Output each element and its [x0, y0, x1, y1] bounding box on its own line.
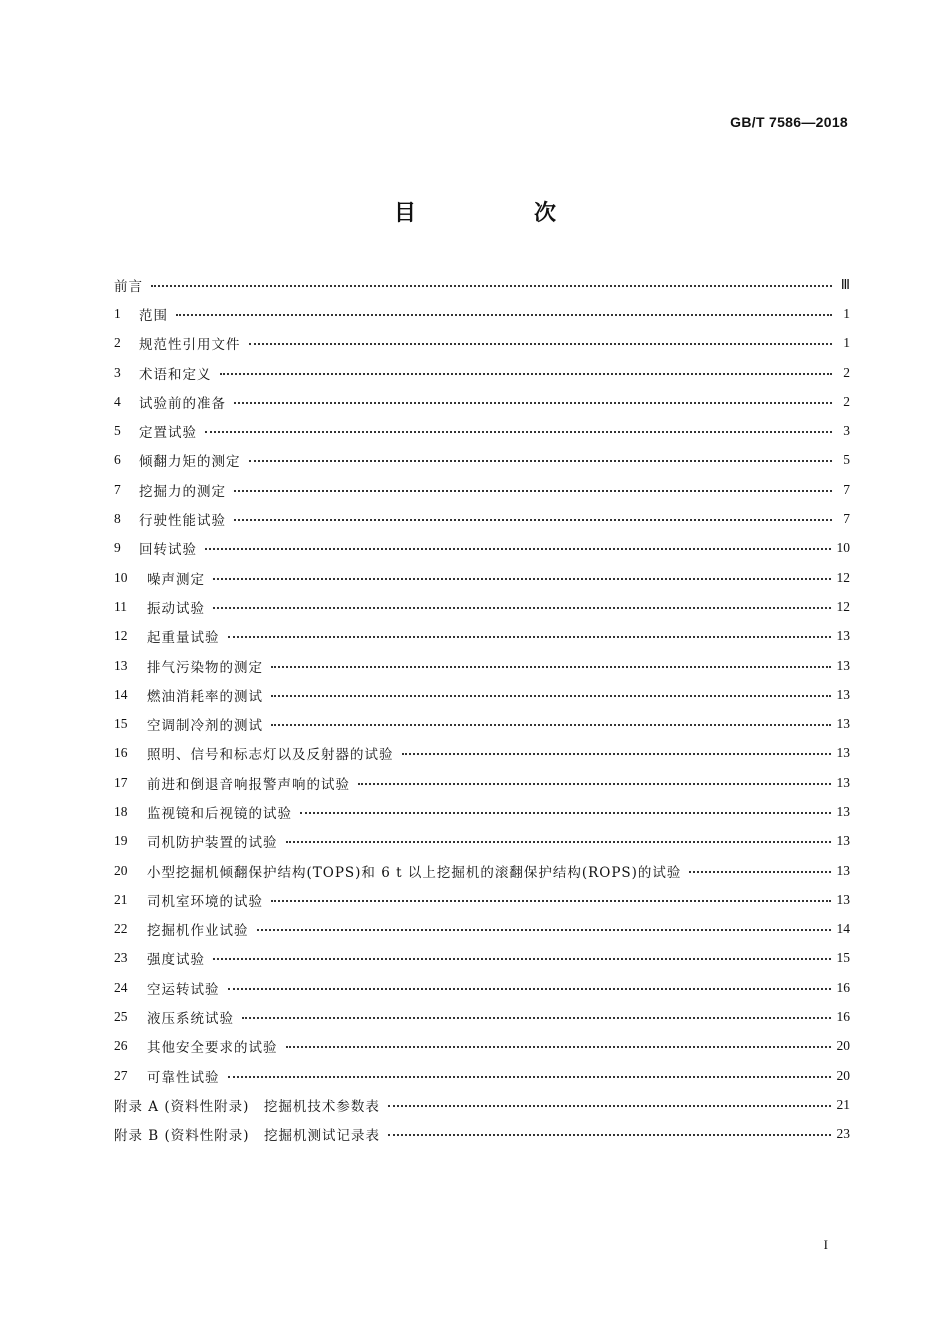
toc-entry[interactable]	[114, 915, 850, 944]
toc-entry[interactable]	[114, 387, 850, 416]
toc-entry[interactable]	[114, 358, 850, 387]
toc-entry-number: 25	[114, 1009, 128, 1025]
toc-entry-page: 20	[836, 1067, 850, 1083]
toc-entry-page: 20	[836, 1038, 850, 1054]
toc-entry-label: 液压系统试验	[147, 1011, 234, 1028]
toc-entry[interactable]	[114, 856, 850, 885]
toc-entry[interactable]	[114, 651, 850, 680]
toc-entry-page: 16	[836, 1009, 850, 1025]
toc-entry[interactable]	[114, 797, 850, 826]
toc-entry-label: 照明、信号和标志灯以及反射器的试验	[147, 747, 394, 764]
toc-leader-dots	[271, 660, 831, 668]
toc-entry-page: 2	[843, 393, 850, 409]
toc-leader-dots	[234, 513, 832, 521]
toc-entry-number: 26	[114, 1038, 128, 1054]
toc-entry[interactable]	[114, 944, 850, 973]
page-title: 目 次	[393, 201, 604, 226]
toc-entry-label: 其他安全要求的试验	[147, 1040, 278, 1057]
toc-leader-dots	[249, 454, 833, 462]
toc-entry-label: 倾翻力矩的测定	[139, 454, 241, 471]
toc-leader-dots	[249, 337, 833, 345]
toc-entry-number: 12	[114, 628, 128, 644]
toc-entry-label: 排气污染物的测定	[147, 659, 263, 676]
toc-entry-number: 2	[114, 335, 121, 351]
toc-entry-page: 13	[836, 686, 850, 702]
toc-entry-page: 5	[843, 452, 850, 468]
toc-entry[interactable]	[114, 592, 850, 621]
toc-entry-number: 14	[114, 686, 128, 702]
toc-leader-dots	[286, 1040, 831, 1048]
toc-entry[interactable]	[114, 299, 850, 328]
toc-entry-page: 3	[843, 423, 850, 439]
toc-entry-number: 10	[114, 569, 128, 585]
toc-entry-number: 20	[114, 862, 128, 878]
toc-leader-dots	[358, 777, 831, 785]
toc-entry-page: 13	[836, 657, 850, 673]
toc-entry-label: 振动试验	[147, 600, 205, 617]
toc-leader-dots	[286, 835, 831, 843]
toc-leader-dots	[205, 425, 832, 433]
standard-code: GB/T 7586—2018	[730, 114, 848, 130]
toc-entry-label: 规范性引用文件	[139, 337, 241, 354]
toc-leader-dots	[402, 747, 831, 755]
toc-entry-page: 7	[843, 481, 850, 497]
toc-entry-label: 空运转试验	[147, 981, 220, 998]
toc-entry-page: 13	[836, 745, 850, 761]
toc-leader-dots	[228, 1070, 831, 1078]
toc-leader-dots	[213, 572, 831, 580]
toc-leader-dots	[213, 952, 831, 960]
toc-entry[interactable]	[114, 475, 850, 504]
toc-entry-number: 9	[114, 540, 121, 556]
toc-entry-number: 8	[114, 511, 121, 527]
toc-entry-page: 16	[836, 979, 850, 995]
toc-entry-number: 19	[114, 833, 128, 849]
toc-entry-label: 试验前的准备	[139, 395, 226, 412]
toc-leader-dots	[300, 806, 831, 814]
toc-entry-page: Ⅲ	[840, 276, 850, 292]
toc-entry-label: 小型挖掘机倾翻保护结构(TOPS)和 6 t 以上挖掘机的滚翻保护结构(ROPS)的试验	[147, 864, 682, 881]
toc-entry[interactable]	[114, 1061, 850, 1090]
toc-entry-label: 回转试验	[139, 542, 197, 559]
toc-leader-dots	[234, 484, 832, 492]
toc-entry-number: 15	[114, 716, 128, 732]
toc-entry-label: 前言	[114, 278, 143, 295]
toc-entry[interactable]	[114, 1120, 850, 1149]
toc-entry-page: 13	[836, 862, 850, 878]
toc-entry-label: 起重量试验	[147, 630, 220, 647]
toc-entry-page: 7	[843, 511, 850, 527]
toc-leader-dots	[388, 1128, 830, 1136]
toc-entry-label: 附录 B (资料性附录) 挖掘机测试记录表	[114, 1128, 381, 1145]
toc-entry-label: 可靠性试验	[147, 1069, 220, 1086]
toc-entry-number: 11	[114, 598, 127, 614]
toc-entry-page: 13	[836, 803, 850, 819]
toc-entry-page: 13	[836, 833, 850, 849]
toc-entry-number: 23	[114, 950, 128, 966]
toc-entry-label: 司机室环境的试验	[147, 893, 263, 910]
toc-entry[interactable]	[114, 534, 850, 563]
toc-leader-dots	[228, 982, 831, 990]
toc-entry-number: 17	[114, 774, 128, 790]
toc-leader-dots	[213, 601, 831, 609]
toc-entry[interactable]	[114, 1002, 850, 1031]
toc-entry-number: 1	[114, 305, 121, 321]
toc-entry-page: 21	[836, 1096, 850, 1112]
toc-entry-page: 13	[836, 774, 850, 790]
toc-entry-label: 行驶性能试验	[139, 513, 226, 530]
toc-entry[interactable]	[114, 739, 850, 768]
toc-entry-page: 1	[843, 305, 850, 321]
toc-leader-dots	[271, 718, 831, 726]
toc-entry-number: 6	[114, 452, 121, 468]
toc-leader-dots	[234, 396, 832, 404]
toc-entry-label: 强度试验	[147, 952, 205, 969]
toc-entry-number: 24	[114, 979, 128, 995]
toc-entry-number: 22	[114, 921, 128, 937]
toc-entry-label: 噪声测定	[147, 571, 205, 588]
toc-leader-dots	[257, 923, 831, 931]
toc-entry[interactable]	[114, 827, 850, 856]
toc-entry-number: 18	[114, 803, 128, 819]
toc-entry-label: 空调制冷剂的测试	[147, 718, 263, 735]
toc-entry-page: 13	[836, 716, 850, 732]
toc-entry-label: 燃油消耗率的测试	[147, 688, 263, 705]
toc-entry-page: 13	[836, 628, 850, 644]
table-of-contents	[114, 270, 850, 1149]
toc-entry-number: 27	[114, 1067, 128, 1083]
toc-entry[interactable]	[114, 1090, 850, 1119]
toc-entry-number: 5	[114, 423, 121, 439]
toc-entry[interactable]	[114, 1032, 850, 1061]
toc-entry-number: 21	[114, 891, 128, 907]
toc-entry-page: 23	[836, 1126, 850, 1142]
toc-entry-page: 12	[836, 569, 850, 585]
toc-entry[interactable]	[114, 885, 850, 914]
toc-entry-number: 4	[114, 393, 121, 409]
toc-leader-dots	[242, 1011, 831, 1019]
toc-entry[interactable]	[114, 563, 850, 592]
toc-entry-page: 10	[836, 540, 850, 556]
toc-entry-label: 挖掘机作业试验	[147, 923, 249, 940]
toc-leader-dots	[271, 894, 831, 902]
toc-entry[interactable]	[114, 416, 850, 445]
toc-entry[interactable]	[114, 504, 850, 533]
toc-leader-dots	[176, 308, 832, 316]
toc-entry-page: 1	[843, 335, 850, 351]
toc-entry-label: 监视镜和后视镜的试验	[147, 805, 292, 822]
toc-entry[interactable]	[114, 270, 850, 299]
toc-leader-dots	[151, 279, 832, 287]
toc-leader-dots	[689, 865, 830, 873]
toc-entry-number: 3	[114, 364, 121, 380]
toc-entry[interactable]	[114, 329, 850, 358]
toc-entry-label: 挖掘力的测定	[139, 483, 226, 500]
toc-leader-dots	[220, 367, 833, 375]
toc-entry[interactable]	[114, 622, 850, 651]
toc-entry-label: 前进和倒退音响报警声响的试验	[147, 776, 350, 793]
toc-entry-page: 13	[836, 891, 850, 907]
toc-entry[interactable]	[114, 680, 850, 709]
toc-entry-number: 13	[114, 657, 128, 673]
toc-entry-page: 15	[836, 950, 850, 966]
toc-entry-page: 2	[843, 364, 850, 380]
toc-entry-page: 12	[836, 598, 850, 614]
toc-entry[interactable]	[114, 709, 850, 738]
page-number: I	[823, 1237, 828, 1252]
toc-leader-dots	[228, 630, 831, 638]
toc-leader-dots	[205, 542, 831, 550]
toc-entry-label: 定置试验	[139, 425, 197, 442]
toc-entry-label: 司机防护装置的试验	[147, 835, 278, 852]
toc-entry-number: 16	[114, 745, 128, 761]
toc-entry-label: 附录 A (资料性附录) 挖掘机技术参数表	[114, 1098, 380, 1115]
toc-entry[interactable]	[114, 768, 850, 797]
toc-entry-number: 7	[114, 481, 121, 497]
toc-entry[interactable]	[114, 446, 850, 475]
toc-entry-page: 14	[836, 921, 850, 937]
toc-entry[interactable]	[114, 973, 850, 1002]
toc-entry-label: 术语和定义	[139, 366, 212, 383]
toc-leader-dots	[388, 1099, 831, 1107]
toc-leader-dots	[271, 689, 831, 697]
toc-entry-label: 范围	[139, 307, 168, 324]
